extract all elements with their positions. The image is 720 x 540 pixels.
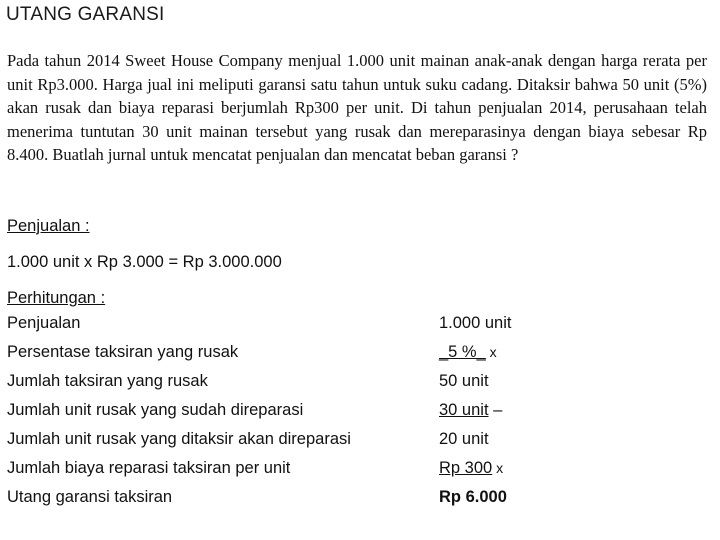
calc-label: Penjualan	[7, 314, 81, 332]
calc-row-persentase	[7, 343, 707, 372]
calc-row-biaya-per-unit	[7, 459, 707, 488]
calc-label: Jumlah unit rusak yang sudah direparasi	[7, 401, 304, 419]
calc-label: Utang garansi taksiran	[7, 488, 173, 506]
calc-row-utang-garansi	[7, 488, 707, 517]
calculation-table	[7, 314, 707, 517]
calculation-heading: Perhitungan :	[7, 289, 106, 307]
calc-row-penjualan	[7, 314, 707, 343]
problem-paragraph: Pada tahun 2014 Sweet House Company menjual 1.000 unit mainan anak-anak dengan harga rerata per unit Rp3.000. Harga jual ini meliputi garansi satu tahun untuk suku cadang. Ditaksir bahwa 50 unit (5%) akan rusak dan biaya reparasi berjumlah Rp300 per unit. Di tahun penjualan 2014, perusahaan telah menerima tuntutan 30 unit mainan tersebut yang rusak dan mereparasinya dengan biaya sebesar Rp 8.400. Buatlah jurnal untuk mencatat penjualan dan mencatat beban garansi ?	[7, 51, 707, 164]
calc-value: 50 unit	[439, 372, 489, 390]
calc-value-total: Rp 6.000	[439, 488, 507, 506]
calc-value: 1.000 unit	[439, 314, 512, 332]
sales-heading: Penjualan :	[7, 217, 90, 235]
calc-value: Rp 300 x	[439, 459, 504, 477]
calc-value: 20 unit	[439, 430, 489, 448]
page-title: UTANG GARANSI	[6, 4, 165, 25]
sales-formula: 1.000 unit x Rp 3.000 = Rp 3.000.000	[7, 253, 282, 271]
calc-value: 30 unit –	[439, 401, 503, 419]
calc-row-taksiran-rusak	[7, 372, 707, 401]
calc-row-sudah-direparasi	[7, 401, 707, 430]
calc-label: Jumlah taksiran yang rusak	[7, 372, 208, 390]
calc-row-akan-direparasi	[7, 430, 707, 459]
calc-label: Jumlah unit rusak yang ditaksir akan direparasi	[7, 430, 351, 448]
calc-value: _5 %_ x	[439, 343, 497, 361]
calc-label: Persentase taksiran yang rusak	[7, 343, 239, 361]
calc-label: Jumlah biaya reparasi taksiran per unit	[7, 459, 291, 477]
